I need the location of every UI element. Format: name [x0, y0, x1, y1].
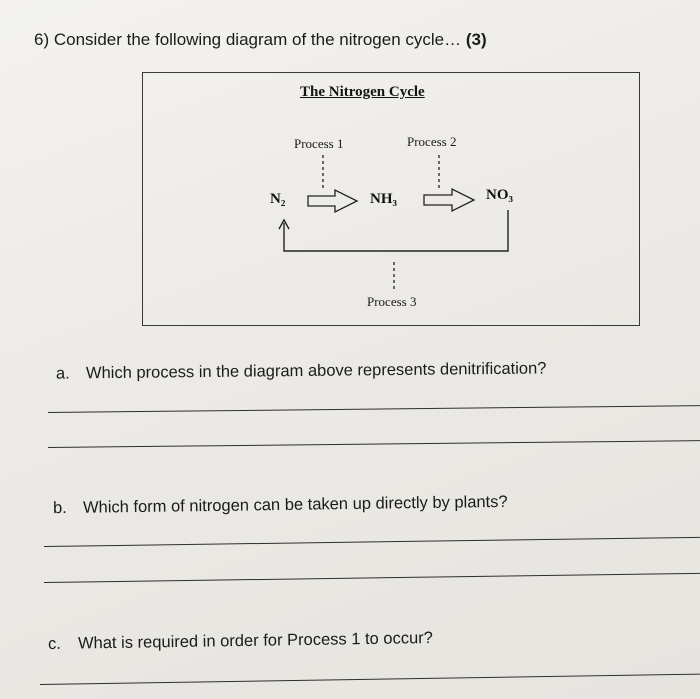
answer-line-b1[interactable]: [44, 537, 700, 547]
question-number: 6): [34, 30, 50, 49]
n2-label: N₂: [270, 191, 286, 207]
question-c-text: What is required in order for Process 1 to occur?: [77, 628, 434, 653]
diagram-title: The Nitrogen Cycle: [300, 84, 425, 100]
question-c-letter: c.: [47, 634, 61, 654]
answer-line-c1[interactable]: [40, 674, 700, 685]
process-3-label: Process 3: [367, 294, 417, 309]
question-b-text: Which form of nitrogen can be taken up directly by plants?: [82, 492, 508, 517]
question-b-letter: b.: [52, 498, 67, 518]
no3-label: NO₃: [486, 187, 513, 203]
answer-line-a2[interactable]: [48, 440, 700, 448]
question-header: [34, 30, 487, 50]
question-a-text: Which process in the diagram above represents denitrification?: [85, 359, 547, 383]
question-a-letter: a.: [55, 364, 70, 383]
question-a: [56, 359, 547, 383]
nh3-label: NH₃: [370, 191, 397, 207]
answer-line-a1[interactable]: [48, 405, 700, 413]
question-c: [48, 629, 433, 654]
process-1-label: Process 1: [294, 136, 344, 151]
question-b: [53, 493, 508, 518]
question-marks: (3): [465, 30, 487, 49]
answer-line-b2[interactable]: [44, 573, 700, 583]
process-2-label: Process 2: [407, 134, 457, 149]
question-text: Consider the following diagram of the nitrogen cycle…: [53, 30, 462, 49]
